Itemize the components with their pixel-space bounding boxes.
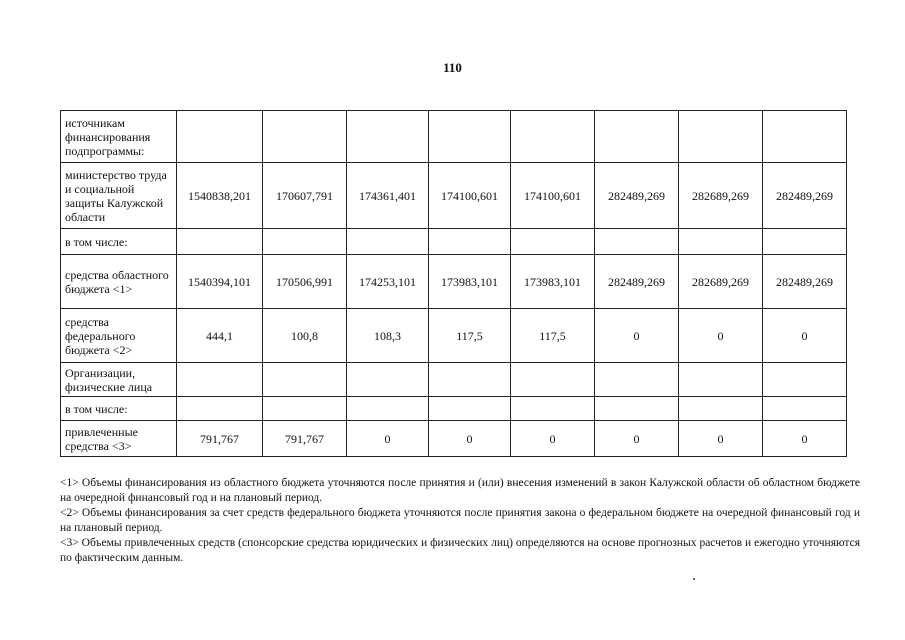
table-cell: 173983,101 xyxy=(511,255,595,309)
table-cell: 0 xyxy=(429,421,511,457)
table-cell xyxy=(511,363,595,397)
table-cell: 791,767 xyxy=(177,421,263,457)
table-cell xyxy=(595,397,679,421)
row-label: в том числе: xyxy=(61,229,177,255)
row-label: средства областного бюджета <1> xyxy=(61,255,177,309)
table-cell xyxy=(429,397,511,421)
table-cell: 174100,601 xyxy=(429,163,511,229)
footnote-1: <1> Объемы финансирования из областного бюджета уточняются после принятия и (или) внесения изменений в закон Калужской области об областном бюджете на очередной финансовый год и на плановый период. xyxy=(60,477,860,504)
table-cell xyxy=(595,229,679,255)
table-cell xyxy=(177,397,263,421)
table-cell: 282489,269 xyxy=(763,163,847,229)
table-cell xyxy=(763,229,847,255)
table-cell xyxy=(429,111,511,163)
table-cell xyxy=(763,397,847,421)
table-cell xyxy=(177,229,263,255)
table-cell xyxy=(763,363,847,397)
table-row xyxy=(61,229,847,255)
table-row xyxy=(61,397,847,421)
stray-mark xyxy=(693,578,695,580)
table-cell: 117,5 xyxy=(511,309,595,363)
table-cell: 0 xyxy=(347,421,429,457)
table-cell xyxy=(679,363,763,397)
table-row xyxy=(61,309,847,363)
table-cell: 0 xyxy=(763,309,847,363)
table-cell xyxy=(347,111,429,163)
table-cell: 0 xyxy=(679,421,763,457)
table-row xyxy=(61,111,847,163)
table-cell xyxy=(263,363,347,397)
row-label: средства федерального бюджета <2> xyxy=(61,309,177,363)
table-cell xyxy=(511,111,595,163)
table-cell: 282489,269 xyxy=(595,255,679,309)
table-cell xyxy=(177,111,263,163)
table-cell xyxy=(763,111,847,163)
table-cell: 791,767 xyxy=(263,421,347,457)
table-cell: 0 xyxy=(679,309,763,363)
table-cell: 117,5 xyxy=(429,309,511,363)
table-cell xyxy=(679,111,763,163)
table-cell: 444,1 xyxy=(177,309,263,363)
footnote-3: <3> Объемы привлеченных средств (спонсорские средства юридических и физических лиц) определяются на основе прогнозных расчетов и ежегодно уточняются по фактическим данным. xyxy=(60,537,860,564)
table-cell xyxy=(511,229,595,255)
table-cell xyxy=(679,229,763,255)
table-cell: 282489,269 xyxy=(595,163,679,229)
table-cell: 282689,269 xyxy=(679,255,763,309)
table-cell: 0 xyxy=(595,421,679,457)
row-label: министерство труда и социальной защиты Калужской области xyxy=(61,163,177,229)
row-label: Организации, физические лица xyxy=(61,363,177,397)
footnotes xyxy=(60,476,860,566)
table-cell: 170506,991 xyxy=(263,255,347,309)
table-cell xyxy=(679,397,763,421)
table-cell xyxy=(263,111,347,163)
table-cell: 1540838,201 xyxy=(177,163,263,229)
row-label: в том числе: xyxy=(61,397,177,421)
table-cell xyxy=(347,397,429,421)
table-cell xyxy=(177,363,263,397)
table-cell: 173983,101 xyxy=(429,255,511,309)
table-cell xyxy=(429,229,511,255)
table-cell xyxy=(429,363,511,397)
table-row xyxy=(61,363,847,397)
table-cell xyxy=(263,229,347,255)
table-cell xyxy=(595,111,679,163)
table-cell: 108,3 xyxy=(347,309,429,363)
row-label: привлеченные средства <3> xyxy=(61,421,177,457)
table-cell xyxy=(347,363,429,397)
table-row xyxy=(61,421,847,457)
table-cell: 282689,269 xyxy=(679,163,763,229)
table-row xyxy=(61,255,847,309)
table-cell: 174100,601 xyxy=(511,163,595,229)
table-cell xyxy=(263,397,347,421)
row-label: источникам финансирования подпрограммы: xyxy=(61,111,177,163)
table-cell: 0 xyxy=(511,421,595,457)
table-cell xyxy=(595,363,679,397)
table-row xyxy=(61,163,847,229)
footnote-2: <2> Объемы финансирования за счет средств федерального бюджета уточняются после принятия закона о федеральном бюджете на очередной финансовый год и на плановый период. xyxy=(60,507,860,534)
table-cell xyxy=(347,229,429,255)
table-cell: 100,8 xyxy=(263,309,347,363)
table-cell: 0 xyxy=(595,309,679,363)
table-cell xyxy=(511,397,595,421)
table-cell: 174253,101 xyxy=(347,255,429,309)
table-cell: 174361,401 xyxy=(347,163,429,229)
table-cell: 282489,269 xyxy=(763,255,847,309)
page-number: 110 xyxy=(443,60,462,75)
table-cell: 0 xyxy=(763,421,847,457)
table-cell: 1540394,101 xyxy=(177,255,263,309)
financing-table xyxy=(60,110,847,457)
table-cell: 170607,791 xyxy=(263,163,347,229)
